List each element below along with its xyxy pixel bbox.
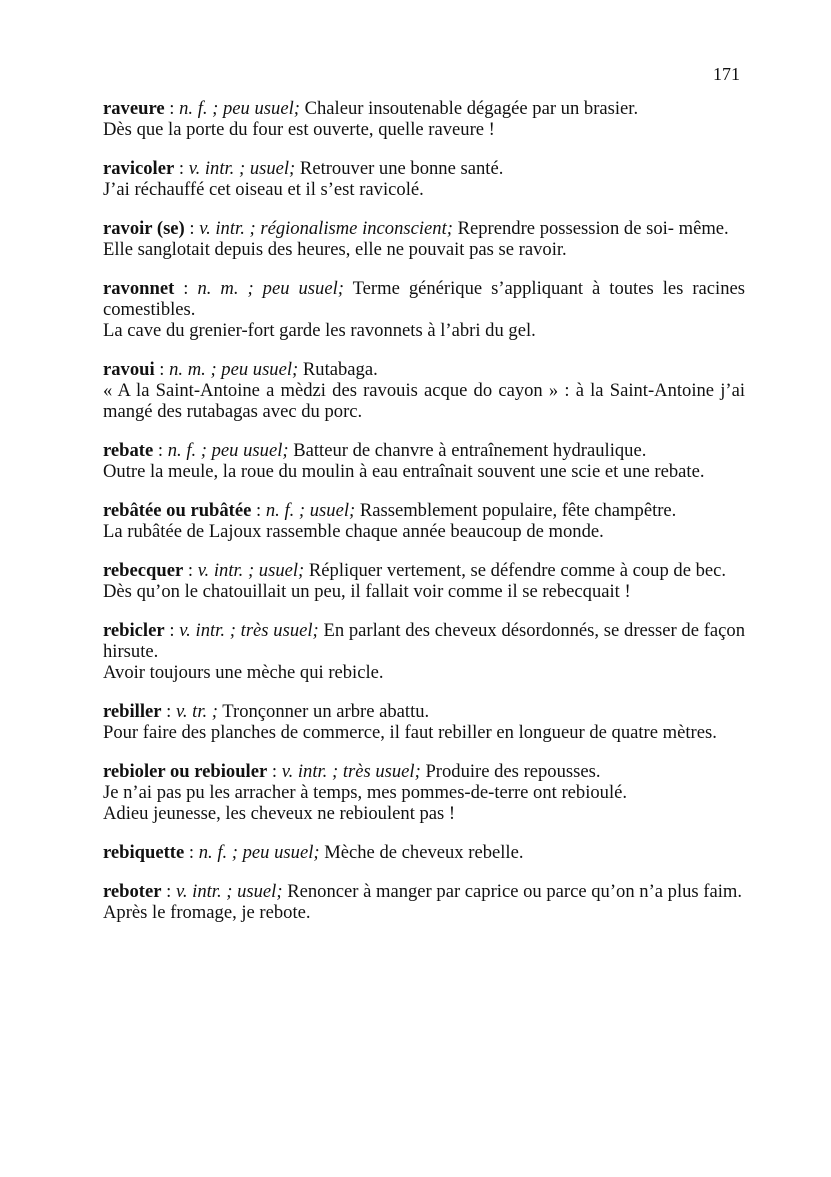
entry-reboter [103,881,745,923]
definition: Retrouver une bonne santé. [299,158,504,179]
definition: Rutabaga. [302,359,378,380]
headword: raveure [103,98,165,119]
headword: rebicler [103,620,165,641]
entry-definition-line: ravoui : n. m. ; peu usuel; Rutabaga. [103,359,378,380]
entry-raveure [103,98,745,140]
entry-definition-line: rebiller : v. tr. ; Tronçonner un arbre abattu. [103,701,430,722]
example: Dès que la porte du four est ouverte, quelle raveure ! [103,119,495,140]
grammar-note: n. f. ; peu usuel; [167,440,289,461]
example: « A la Saint-Antoine a mèdzi des ravouis acque do cayon » : à la Saint-Antoine j’ai mangé des rutabagas avec du porc. [103,380,745,422]
example: La rubâtée de Lajoux rassemble chaque année beaucoup de monde. [103,521,604,542]
definition: Tronçonner un arbre abattu. [222,701,430,722]
headword: rebioler ou rebiouler [103,761,268,782]
headword: ravoui [103,359,155,380]
example: Outre la meule, la roue du moulin à eau entraînait souvent une scie et une rebate. [103,461,705,482]
grammar-note: n. f. ; peu usuel; [198,842,320,863]
grammar-note: n. f. ; peu usuel; [179,98,300,119]
example: Dès qu’on le chatouillait un peu, il fallait voir comme il se rebecquait ! [103,581,631,602]
example: La cave du grenier-fort garde les ravonnets à l’abri du gel. [103,320,536,341]
example: Pour faire des planches de commerce, il faut rebiller en longueur de quatre mètres. [103,722,717,743]
example: Avoir toujours une mèche qui rebicle. [103,662,384,683]
grammar-note: v. intr. ; usuel; [197,560,305,581]
example: J’ai réchauffé cet oiseau et il s’est ravicolé. [103,179,424,200]
entry-ravoui [103,359,745,422]
grammar-note: n. f. ; usuel; [265,500,356,521]
entry-definition-line: rebioler ou rebiouler : v. intr. ; très usuel; Produire des repousses. [103,761,601,782]
example: Après le fromage, je rebote. [103,902,311,923]
definition: Mèche de cheveux rebelle. [324,842,524,863]
entry-definition-line: rebâtée ou rubâtée : n. f. ; usuel; Rassemblement populaire, fête champêtre. [103,500,677,521]
entry-definition-line: raveure : n. f. ; peu usuel; Chaleur insoutenable dégagée par un brasier. [103,98,639,119]
headword: rebiquette [103,842,185,863]
headword: reboter [103,881,162,902]
headword: rebecquer [103,560,184,581]
entry-rebate [103,440,745,482]
definition: Reprendre possession de soi- même. [457,218,729,239]
example: Adieu jeunesse, les cheveux ne rebioulent pas ! [103,803,456,824]
example: Elle sanglotait depuis des heures, elle ne pouvait pas se ravoir. [103,239,567,260]
headword: ravoir (se) [103,218,185,239]
grammar-note: v. intr. ; régionalisme inconscient; [199,218,453,239]
page-number: 171 [713,64,740,84]
grammar-note: v. intr. ; usuel; [188,158,296,179]
entry-ravonnet [103,278,745,341]
entry-definition-line: ravicoler : v. intr. ; usuel; Retrouver une bonne santé. [103,158,504,179]
entry-list [103,98,745,941]
grammar-note: v. intr. ; usuel; [175,881,283,902]
definition: Rassemblement populaire, fête champêtre. [359,500,677,521]
entry-definition-line: rebate : n. f. ; peu usuel; Batteur de chanvre à entraînement hydraulique. [103,440,647,461]
entry-rebiller [103,701,745,743]
grammar-note: n. m. ; peu usuel; [197,278,344,299]
definition: Renoncer à manger par caprice ou parce qu’on n’a plus faim. [287,881,743,902]
entry-rebicler [103,620,745,683]
entry-definition-line: reboter : v. intr. ; usuel; Renoncer à manger par caprice ou parce qu’on n’a plus faim. [103,881,743,902]
entry-ravoir [103,218,745,260]
headword: ravonnet [103,278,175,299]
headword: rebate [103,440,154,461]
headword: rebâtée ou rubâtée [103,500,252,521]
entry-definition-line: rebicler : v. intr. ; très usuel; En parlant des cheveux désordonnés, se dresser de façon hirsute. [103,620,746,662]
entry-definition-line: rebiquette : n. f. ; peu usuel; Mèche de cheveux rebelle. [103,842,524,863]
entry-rebatee [103,500,745,542]
entry-rebioler [103,761,745,824]
definition: Produire des repousses. [425,761,601,782]
grammar-note: v. tr. ; [175,701,218,722]
entry-rebiquette [103,842,745,863]
definition: Terme générique s’appliquant à toutes les racines comestibles. [103,278,745,320]
entry-rebecquer [103,560,745,602]
grammar-note: v. intr. ; très usuel; [179,620,319,641]
headword: rebiller [103,701,162,722]
entry-definition-line: ravoir (se) : v. intr. ; régionalisme inconscient; Reprendre possession de soi- même. [103,218,729,239]
entry-definition-line: ravonnet : n. m. ; peu usuel; Terme générique s’appliquant à toutes les racines comestibles. [103,278,745,320]
grammar-note: n. m. ; peu usuel; [169,359,299,380]
entry-definition-line: rebecquer : v. intr. ; usuel; Répliquer vertement, se défendre comme à coup de bec. [103,560,727,581]
definition: En parlant des cheveux désordonnés, se dresser de façon hirsute. [103,620,746,662]
definition: Chaleur insoutenable dégagée par un brasier. [304,98,639,119]
definition: Répliquer vertement, se défendre comme à coup de bec. [308,560,727,581]
headword: ravicoler [103,158,175,179]
definition: Batteur de chanvre à entraînement hydraulique. [293,440,647,461]
example: Je n’ai pas pu les arracher à temps, mes pommes-de-terre ont rebioulé. [103,782,628,803]
grammar-note: v. intr. ; très usuel; [281,761,421,782]
entry-ravicoler [103,158,745,200]
